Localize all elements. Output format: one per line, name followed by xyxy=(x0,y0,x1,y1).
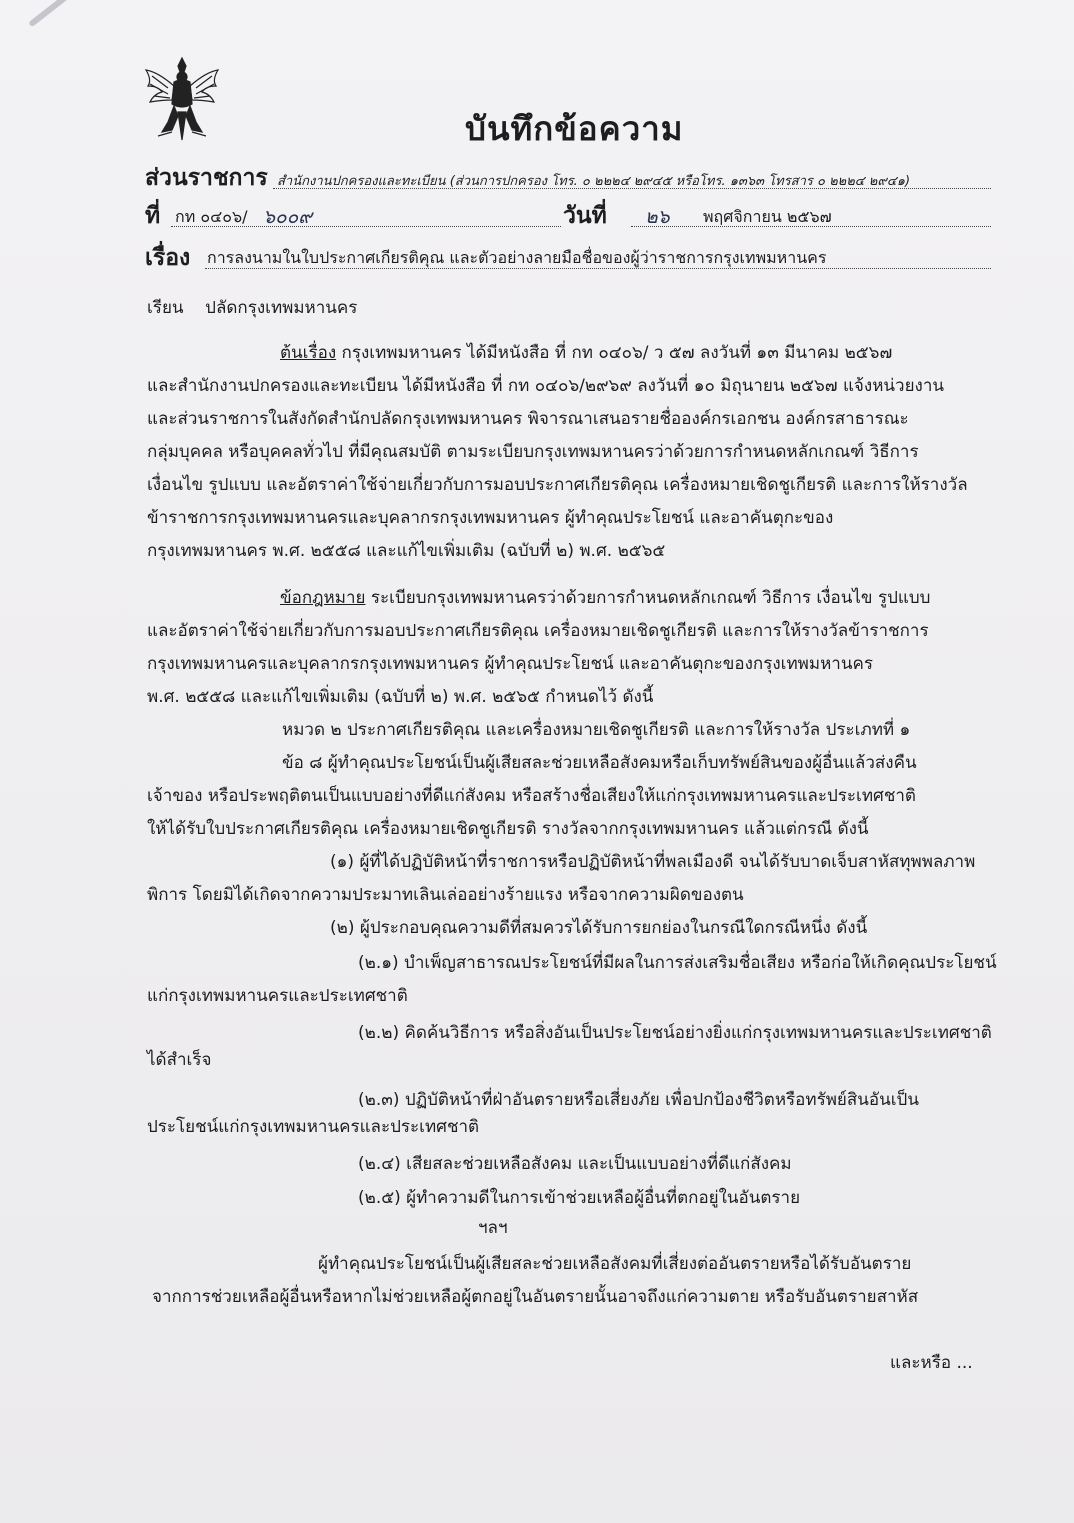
date-label: วันที่ xyxy=(563,203,607,229)
article-line1: ข้อ ๘ ผู้ทำคุณประโยชน์เป็นผู้เสียสละช่วยเหลือสังคมหรือเก็บทรัพย์สินของผู้อื่นแล้วส่งคืน xyxy=(282,753,917,773)
p1-line5: เงื่อนไข รูปแบบ และอัตราค่าใช้จ่ายเกี่ยวกับการมอบประกาศเกียรติคุณ เครื่องหมายเชิดชูเกียรติ และการให้รางวัล xyxy=(147,475,968,495)
ref-date-row xyxy=(145,198,995,232)
date-dotline xyxy=(631,226,991,227)
p1-line2: และสำนักงานปกครองและทะเบียน ได้มีหนังสือ ที่ กท ๐๔๐๖/๒๙๖๙ ลงวันที่ ๑๐ มิถุนายน ๒๕๖๗ แจ้งหน่วยงาน xyxy=(147,376,944,396)
continued-marker: และหรือ ... xyxy=(890,1353,973,1373)
item23-line2: ประโยชน์แก่กรุงเทพมหานครและประเทศชาติ xyxy=(147,1117,480,1137)
article-line3: ให้ได้รับใบประกาศเกียรติคุณ เครื่องหมายเชิดชูเกียรติ รางวัลจากกรุงเทพมหานคร แล้วแต่กรณี ดังนี้ xyxy=(147,819,869,839)
agency-row xyxy=(145,160,995,194)
chapter-line: หมวด ๒ ประกาศเกียรติคุณ และเครื่องหมายเชิดชูเกียรติ และการให้รางวัล ประเภทที่ ๑ xyxy=(282,720,911,740)
ref-handwritten: ๖๐๐๙ xyxy=(263,206,313,228)
p2-heading: ข้อกฎหมาย xyxy=(280,588,366,608)
p1-line3: และส่วนราชการในสังกัดสำนักปลัดกรุงเทพมหานคร พิจารณาเสนอรายชื่อองค์กรเอกชน องค์กรสาธารณะ xyxy=(147,409,909,429)
recipient xyxy=(147,297,357,319)
ref-prefix: กท ๐๔๐๖/ xyxy=(175,207,248,226)
item21-line2: แก่กรุงเทพมหานครและประเทศชาติ xyxy=(147,986,408,1006)
item2-line1: (๒) ผู้ประกอบคุณความดีที่สมควรได้รับการยกย่องในกรณีใดกรณีหนึ่ง ดังนี้ xyxy=(330,918,868,938)
article-line2: เจ้าของ หรือประพฤติตนเป็นแบบอย่างที่ดีแก่สังคม หรือสร้างชื่อเสียงให้แก่กรุงเทพมหานครและประเทศชาติ xyxy=(147,786,916,806)
ref-label: ที่ xyxy=(145,203,161,229)
p1-line4: กลุ่มบุคคล หรือบุคคลทั่วไป ที่มีคุณสมบัติ ตามระเบียบกรุงเทพมหานครว่าด้วยการกำหนดหลักเกณฑ์ วิธีการ xyxy=(147,442,919,462)
item1-line2: พิการ โดยมิได้เกิดจากความประมาทเลินเล่ออย่างร้ายแรง หรือจากความผิดของตน xyxy=(147,885,744,905)
p2-line xyxy=(280,587,930,609)
agency-label: ส่วนราชการ xyxy=(145,165,268,191)
agency-value: สำนักงานปกครองและทะเบียน (ส่วนการปกครอง โทร. ๐ ๒๒๒๔ ๒๙๔๕ หรือโทร. ๑๓๖๓ โทรสาร ๐ ๒๒๒๔ ๒๙๔๑) xyxy=(277,174,911,189)
item25-line1: (๒.๕) ผู้ทำความดีในการเข้าช่วยเหลือผู้อื่นที่ตกอยู่ในอันตราย xyxy=(358,1188,801,1208)
to-value: ปลัดกรุงเทพมหานคร xyxy=(205,298,358,318)
subject-label: เรื่อง xyxy=(145,245,191,271)
item22-line1: (๒.๒) คิดค้นวิธีการ หรือสิ่งอันเป็นประโยชน์อย่างยิ่งแก่กรุงเทพมหานครและประเทศชาติ xyxy=(358,1023,992,1043)
subject-row xyxy=(145,240,995,274)
to-label: เรียน xyxy=(147,298,184,318)
pen-mark xyxy=(28,0,68,27)
item22-line2: ได้สำเร็จ xyxy=(147,1050,212,1070)
agency-dotline xyxy=(273,188,991,189)
p3-line1: ผู้ทำคุณประโยชน์เป็นผู้เสียสละช่วยเหลือสังคมที่เสี่ยงต่ออันตรายหรือได้รับอันตราย xyxy=(318,1254,912,1274)
item23-line1: (๒.๓) ปฏิบัติหน้าที่ฝ่าอันตรายหรือเสี่ยงภัย เพื่อปกป้องชีวิตหรือทรัพย์สินอันเป็น xyxy=(358,1090,919,1110)
p2-line3: กรุงเทพมหานครและบุคลากรกรุงเทพมหานคร ผู้ทำคุณประโยชน์ และอาคันตุกะของกรุงเทพมหานคร xyxy=(147,654,873,674)
p2-line4: พ.ศ. ๒๕๕๘ และแก้ไขเพิ่มเติม (ฉบับที่ ๒) พ.ศ. ๒๕๖๕ กำหนดไว้ ดังนี้ xyxy=(147,687,654,707)
etc-mark: ฯลฯ xyxy=(478,1218,508,1238)
subject-dotline xyxy=(205,268,991,269)
item24-line1: (๒.๔) เสียสละช่วยเหลือสังคม และเป็นแบบอย่างที่ดีแก่สังคม xyxy=(358,1154,792,1174)
p1-line1: กรุงเทพมหานคร ได้มีหนังสือ ที่ กท ๐๔๐๖/ ว ๕๗ ลงวันที่ ๑๓ มีนาคม ๒๕๖๗ xyxy=(341,343,893,363)
date-day-handwritten: ๒๖ xyxy=(645,206,670,228)
p1-line7: กรุงเทพมหานคร พ.ศ. ๒๕๕๘ และแก้ไขเพิ่มเติม (ฉบับที่ ๒) พ.ศ. ๒๕๖๕ xyxy=(147,541,666,561)
p2-line1: ระเบียบกรุงเทพมหานครว่าด้วยการกำหนดหลักเกณฑ์ วิธีการ เงื่อนไข รูปแบบ xyxy=(370,588,931,608)
date-rest: พฤศจิกายน ๒๕๖๗ xyxy=(703,207,832,226)
garuda-emblem-icon xyxy=(138,52,226,144)
subject-value: การลงนามในใบประกาศเกียรติคุณ และตัวอย่างลายมือชื่อของผู้ว่าราชการกรุงเทพมหานคร xyxy=(207,248,827,267)
p1-heading: ต้นเรื่อง xyxy=(280,343,337,363)
p2-line2: และอัตราค่าใช้จ่ายเกี่ยวกับการมอบประกาศเกียรติคุณ เครื่องหมายเชิดชูเกียรติ และการให้รางวัลข้าราชการ xyxy=(147,621,929,641)
p3-line2: จากการช่วยเหลือผู้อื่นหรือหากไม่ช่วยเหลือผู้ตกอยู่ในอันตรายนั้นอาจถึงแก่ความตาย หรือรับอันตรายสาหัส xyxy=(152,1287,919,1307)
ref-dotline xyxy=(171,226,561,227)
p1-line6: ข้าราชการกรุงเทพมหานครและบุคลากรกรุงเทพมหานคร ผู้ทำคุณประโยชน์ และอาคันตุกะของ xyxy=(147,508,834,528)
item1-line1: (๑) ผู้ที่ได้ปฏิบัติหน้าที่ราชการหรือปฏิบัติหน้าที่พลเมืองดี จนได้รับบาดเจ็บสาหัสทุพพลภาพ xyxy=(330,852,976,872)
memo-title: บันทึกข้อความ xyxy=(465,109,684,148)
p1-line xyxy=(280,342,892,364)
item21-line1: (๒.๑) บำเพ็ญสาธารณประโยชน์ที่มีผลในการส่งเสริมชื่อเสียง หรือก่อให้เกิดคุณประโยชน์ xyxy=(358,953,997,973)
